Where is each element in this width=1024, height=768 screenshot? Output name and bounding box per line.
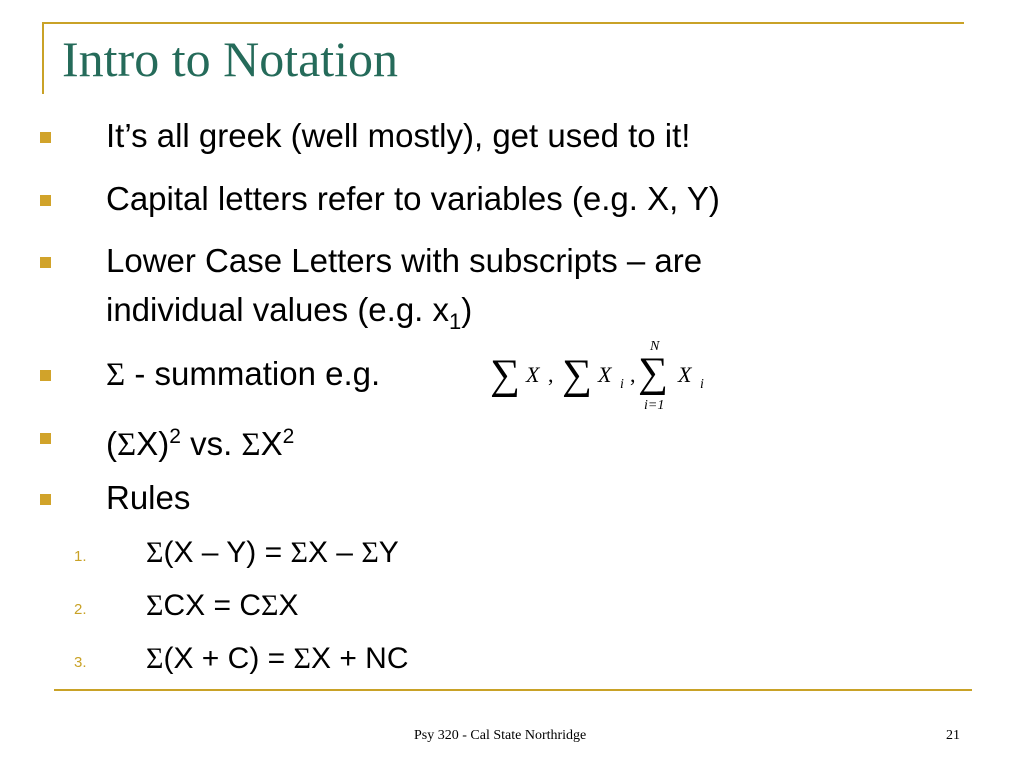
bottom-border-line — [54, 689, 972, 691]
rule-text — [146, 533, 399, 573]
bullet-text: Rules — [106, 479, 191, 516]
formula-comma: , — [548, 362, 554, 387]
bullet-text: It’s all greek (well mostly), get used to it! — [106, 117, 691, 154]
rule-text — [146, 586, 298, 626]
bullet-text-line2-end: ) — [461, 291, 473, 328]
bullet-marker — [40, 494, 51, 505]
superscript: 2 — [282, 425, 295, 448]
sigma-symbol: Σ — [146, 642, 164, 675]
formula-variable: X — [598, 362, 612, 387]
text-part: ( — [106, 425, 117, 462]
bullet-text-line1: Lower Case Letters with subscripts – are — [106, 242, 703, 279]
summation-sign: ∑ — [638, 350, 668, 396]
bullet-marker — [40, 370, 51, 381]
formula-variable: X — [678, 362, 692, 387]
left-border-line — [42, 22, 44, 94]
formula-variable: X — [526, 362, 540, 387]
sigma-symbol: Σ — [146, 536, 164, 569]
text-part: X) — [136, 425, 170, 462]
text-part: Y — [378, 536, 399, 569]
rule-number: 1. — [74, 548, 87, 565]
text-part: X — [278, 589, 299, 622]
top-border-line — [42, 22, 964, 24]
formula-lower-limit: i=1 — [644, 398, 665, 413]
sigma-symbol: Σ — [290, 536, 308, 569]
sigma-symbol: Σ — [106, 357, 126, 393]
sigma-symbol: Σ — [117, 427, 137, 463]
formula-subscript: i — [700, 377, 704, 392]
text-part: (X – Y) = — [163, 536, 291, 569]
formula-upper-limit: N — [650, 339, 660, 354]
bullet-marker — [40, 433, 51, 444]
text-part: X + NC — [310, 642, 409, 675]
sigma-symbol: Σ — [293, 642, 311, 675]
page-number: 21 — [946, 728, 960, 743]
superscript: 2 — [169, 425, 181, 448]
footer-caption: Psy 320 - Cal State Northridge — [414, 728, 587, 743]
summation-sign: ∑ — [490, 352, 520, 398]
sigma-symbol: Σ — [146, 589, 164, 622]
text-part: CX = C — [163, 589, 261, 622]
slide-title: Intro to Notation — [62, 31, 399, 87]
text-part: (X + C) = — [163, 642, 294, 675]
bullet-marker — [40, 132, 51, 143]
text-part: X — [260, 425, 283, 462]
rule-text — [146, 639, 409, 679]
sigma-symbol: Σ — [361, 536, 379, 569]
sigma-symbol: Σ — [261, 589, 279, 622]
bullet-text — [106, 351, 380, 398]
formula-comma: , — [630, 362, 636, 387]
text-part: vs. — [180, 425, 242, 462]
bullet-text-line2 — [106, 287, 472, 345]
bullet-marker — [40, 195, 51, 206]
text-part: X – — [307, 536, 362, 569]
bullet-text — [106, 414, 294, 468]
formula-subscript: i — [620, 377, 624, 392]
rule-number: 2. — [74, 601, 87, 618]
bullet-text: Capital letters refer to variables (e.g. X, Y) — [106, 180, 720, 217]
rule-number: 3. — [74, 654, 87, 671]
summation-label: - summation e.g. — [125, 355, 381, 392]
bullet-marker — [40, 257, 51, 268]
sigma-symbol: Σ — [241, 427, 261, 463]
subscript: 1 — [449, 309, 462, 334]
bullet-text-line2-main: individual values (e.g. x — [106, 291, 450, 328]
summation-sign: ∑ — [562, 352, 592, 398]
